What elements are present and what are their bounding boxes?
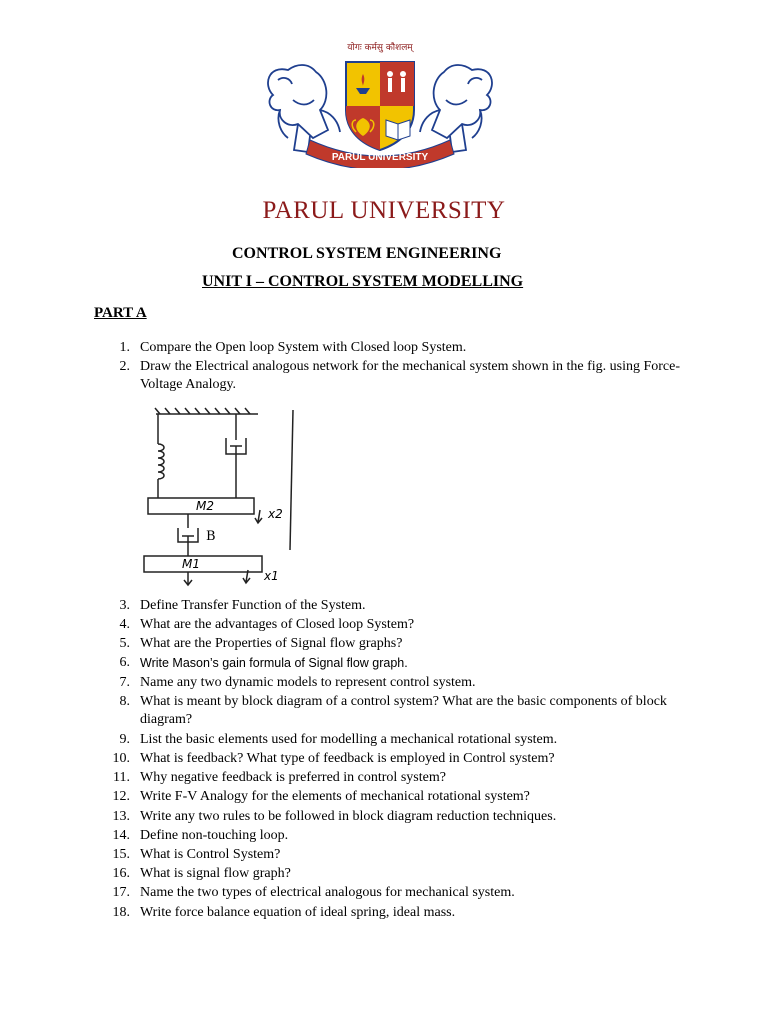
course-title: CONTROL SYSTEM ENGINEERING: [232, 245, 502, 262]
question-text: Compare the Open loop System with Closed loop System.: [140, 340, 467, 355]
question-text: Write force balance equation of ideal spring, ideal mass.: [140, 905, 456, 920]
question-number: 13.: [112, 809, 130, 824]
label-x2: x2: [268, 507, 283, 521]
mechanical-system-figure: [138, 400, 298, 588]
question-number: 11.: [113, 770, 130, 785]
question-text: Write F-V Analogy for the elements of mechanical rotational system?: [140, 789, 530, 804]
question-text: What is meant by block diagram of a control system? What are the basic components of block diagram?: [140, 694, 667, 727]
question-text: What are the Properties of Signal flow graphs?: [140, 636, 403, 651]
question-text: What is signal flow graph?: [140, 866, 291, 881]
label-m2: M2: [196, 499, 214, 513]
question-number: 2.: [119, 359, 130, 374]
question-number: 6.: [119, 655, 130, 670]
question-text: Why negative feedback is preferred in control system?: [140, 770, 446, 785]
shield-icon: [346, 62, 414, 150]
question-number: 4.: [119, 617, 130, 632]
label-b: B: [206, 529, 216, 544]
question-number: 17.: [112, 885, 130, 900]
question-text: List the basic elements used for modelling a mechanical rotational system.: [140, 732, 558, 747]
question-number: 18.: [112, 905, 130, 920]
university-title: PARUL UNIVERSITY: [262, 197, 506, 224]
question-number: 8.: [119, 694, 130, 709]
question-text: Name any two dynamic models to represent control system.: [140, 675, 476, 690]
logo-motto: योगः कर्मसु कौशलम्: [347, 43, 413, 53]
question-number: 1.: [119, 340, 130, 355]
question-number: 14.: [112, 828, 130, 843]
label-x1: x1: [264, 569, 279, 583]
parul-university-logo: [258, 40, 502, 168]
question-number: 12.: [112, 789, 130, 804]
question-number: 10.: [112, 751, 130, 766]
question-text: Define Transfer Function of the System.: [140, 598, 366, 613]
right-lion-icon: [420, 65, 492, 152]
label-m1: M1: [182, 557, 200, 571]
question-text: Define non-touching loop.: [140, 828, 289, 843]
question-number: 15.: [112, 847, 130, 862]
question-text: What is Control System?: [140, 847, 281, 862]
question-number: 9.: [119, 732, 130, 747]
left-lion-icon: [268, 65, 340, 152]
question-text: What is feedback? What type of feedback is employed in Control system?: [140, 751, 555, 766]
question-text: Name the two types of electrical analogous for mechanical system.: [140, 885, 515, 900]
unit-title: UNIT I – CONTROL SYSTEM MODELLING: [202, 273, 524, 290]
question-text: Write any two rules to be followed in block diagram reduction techniques.: [140, 809, 557, 824]
question-text: Draw the Electrical analogous network for the mechanical system shown in the fig. using Force-Voltage Analogy.: [140, 359, 681, 392]
question-number: 3.: [119, 598, 130, 613]
question-number: 16.: [112, 866, 130, 881]
question-text: Write Mason’s gain formula of Signal flow graph.: [140, 656, 408, 670]
question-number: 5.: [119, 636, 130, 651]
question-number: 7.: [119, 675, 130, 690]
part-heading: PART A: [94, 305, 147, 321]
logo-ribbon-text: PARUL UNIVERSITY: [331, 152, 429, 163]
question-text: What are the advantages of Closed loop System?: [140, 617, 415, 632]
